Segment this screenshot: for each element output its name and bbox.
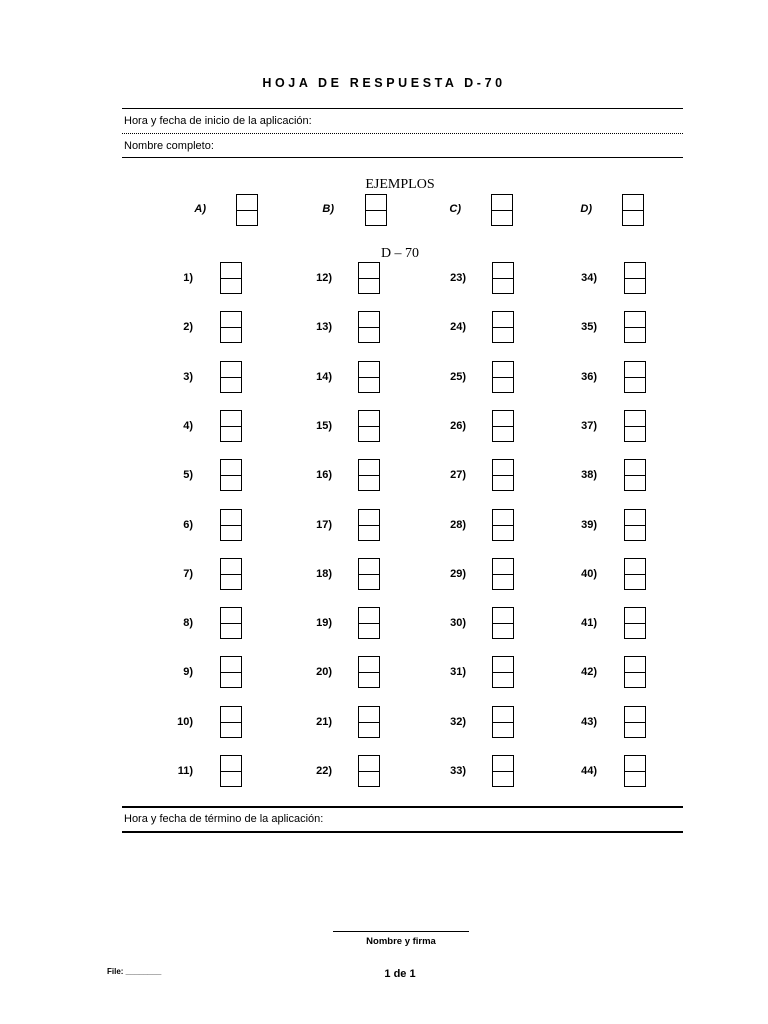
answer-box[interactable] — [358, 706, 380, 738]
question-label: 23) — [450, 272, 466, 284]
question-label: 9) — [183, 666, 193, 679]
answer-box[interactable] — [220, 607, 242, 639]
answer-box[interactable] — [358, 311, 380, 343]
question-label: 19) — [316, 617, 332, 630]
rule-dotted — [122, 133, 683, 134]
answer-box[interactable] — [220, 656, 242, 688]
question-label: 6) — [183, 518, 193, 531]
answer-box[interactable] — [220, 311, 242, 343]
question-label: 20) — [316, 666, 332, 679]
answer-box[interactable] — [624, 706, 646, 738]
answer-box[interactable] — [492, 459, 514, 491]
question-label: 2) — [183, 321, 193, 334]
question-label: 17) — [316, 518, 332, 531]
answer-box[interactable] — [358, 558, 380, 590]
question-label: 14) — [316, 370, 332, 383]
answer-box[interactable] — [358, 755, 380, 787]
test-heading: D – 70 — [380, 246, 420, 261]
answer-box[interactable] — [358, 410, 380, 442]
answer-box[interactable] — [220, 459, 242, 491]
question-label: 8) — [183, 617, 193, 630]
answer-box[interactable] — [492, 509, 514, 541]
start-time-field: Hora y fecha de inicio de la aplicación: — [124, 115, 312, 127]
question-label: 30) — [450, 617, 466, 630]
question-label: 44) — [581, 765, 597, 777]
question-label: 24) — [450, 321, 466, 334]
answer-box[interactable] — [492, 311, 514, 343]
answer-box[interactable] — [358, 361, 380, 393]
question-label: 35) — [581, 321, 597, 334]
example-label: D) — [580, 203, 592, 215]
question-label: 7) — [183, 567, 193, 580]
question-label: 31) — [450, 666, 466, 679]
question-label: 10) — [177, 715, 193, 728]
question-label: 26) — [450, 419, 466, 432]
end-time-field: Hora y fecha de término de la aplicación: — [124, 813, 324, 825]
question-label: 18) — [316, 567, 332, 580]
question-label: 12) — [316, 272, 332, 284]
answer-box[interactable] — [220, 558, 242, 590]
answer-box[interactable] — [358, 656, 380, 688]
question-label: 13) — [316, 321, 332, 334]
example-answer-box[interactable] — [622, 194, 644, 226]
question-label: 32) — [450, 715, 466, 728]
answer-box[interactable] — [624, 410, 646, 442]
answer-box[interactable] — [624, 262, 646, 294]
answer-box[interactable] — [358, 607, 380, 639]
answer-box[interactable] — [358, 459, 380, 491]
answer-box[interactable] — [492, 262, 514, 294]
answer-box[interactable] — [220, 509, 242, 541]
answer-box[interactable] — [358, 262, 380, 294]
rule-under-name — [122, 157, 683, 158]
answer-box[interactable] — [220, 706, 242, 738]
signature-label: Nombre y firma — [366, 936, 436, 947]
answer-box[interactable] — [220, 410, 242, 442]
question-label: 37) — [581, 419, 597, 432]
question-label: 28) — [450, 518, 466, 531]
question-label: 16) — [316, 469, 332, 482]
answer-box[interactable] — [220, 361, 242, 393]
question-label: 36) — [581, 370, 597, 383]
question-label: 39) — [581, 518, 597, 531]
example-answer-box[interactable] — [365, 194, 387, 226]
answer-box[interactable] — [624, 755, 646, 787]
question-label: 38) — [581, 469, 597, 482]
question-label: 22) — [316, 765, 332, 777]
question-label: 4) — [183, 419, 193, 432]
example-answer-box[interactable] — [491, 194, 513, 226]
question-label: 15) — [316, 419, 332, 432]
question-label: 21) — [316, 715, 332, 728]
answer-box[interactable] — [624, 656, 646, 688]
answer-box[interactable] — [220, 755, 242, 787]
question-label: 33) — [450, 765, 466, 777]
example-label: B) — [322, 203, 334, 215]
answer-box[interactable] — [624, 311, 646, 343]
question-label: 5) — [183, 469, 193, 482]
question-label: 3) — [183, 370, 193, 383]
file-label: File: ________ — [107, 967, 162, 976]
question-label: 43) — [581, 715, 597, 728]
question-label: 11) — [177, 765, 193, 777]
rule-end-top — [122, 806, 683, 808]
answer-box[interactable] — [624, 558, 646, 590]
example-answer-box[interactable] — [236, 194, 258, 226]
example-label: C) — [449, 203, 461, 215]
rule-end-bottom — [122, 831, 683, 833]
answer-box[interactable] — [492, 607, 514, 639]
answer-box[interactable] — [492, 755, 514, 787]
answer-box[interactable] — [492, 410, 514, 442]
question-label: 27) — [450, 469, 466, 482]
answer-box[interactable] — [492, 656, 514, 688]
examples-heading: EJEMPLOS — [365, 177, 435, 192]
sheet-title: HOJA DE RESPUESTA D-70 — [262, 76, 506, 90]
question-label: 42) — [581, 666, 597, 679]
answer-box[interactable] — [358, 509, 380, 541]
answer-box[interactable] — [624, 509, 646, 541]
answer-box[interactable] — [624, 459, 646, 491]
example-label: A) — [194, 203, 206, 215]
answer-box[interactable] — [492, 558, 514, 590]
answer-box[interactable] — [492, 706, 514, 738]
question-label: 1) — [183, 272, 193, 284]
question-label: 40) — [581, 567, 597, 580]
question-label: 29) — [450, 567, 466, 580]
question-label: 25) — [450, 370, 466, 383]
answer-box[interactable] — [220, 262, 242, 294]
question-label: 34) — [581, 272, 597, 284]
signature-line — [333, 931, 469, 932]
answer-box[interactable] — [624, 361, 646, 393]
answer-box[interactable] — [492, 361, 514, 393]
full-name-field: Nombre completo: — [124, 140, 214, 152]
answer-box[interactable] — [624, 607, 646, 639]
page-number: 1 de 1 — [384, 968, 416, 980]
rule-top — [122, 108, 683, 109]
question-label: 41) — [581, 617, 597, 630]
